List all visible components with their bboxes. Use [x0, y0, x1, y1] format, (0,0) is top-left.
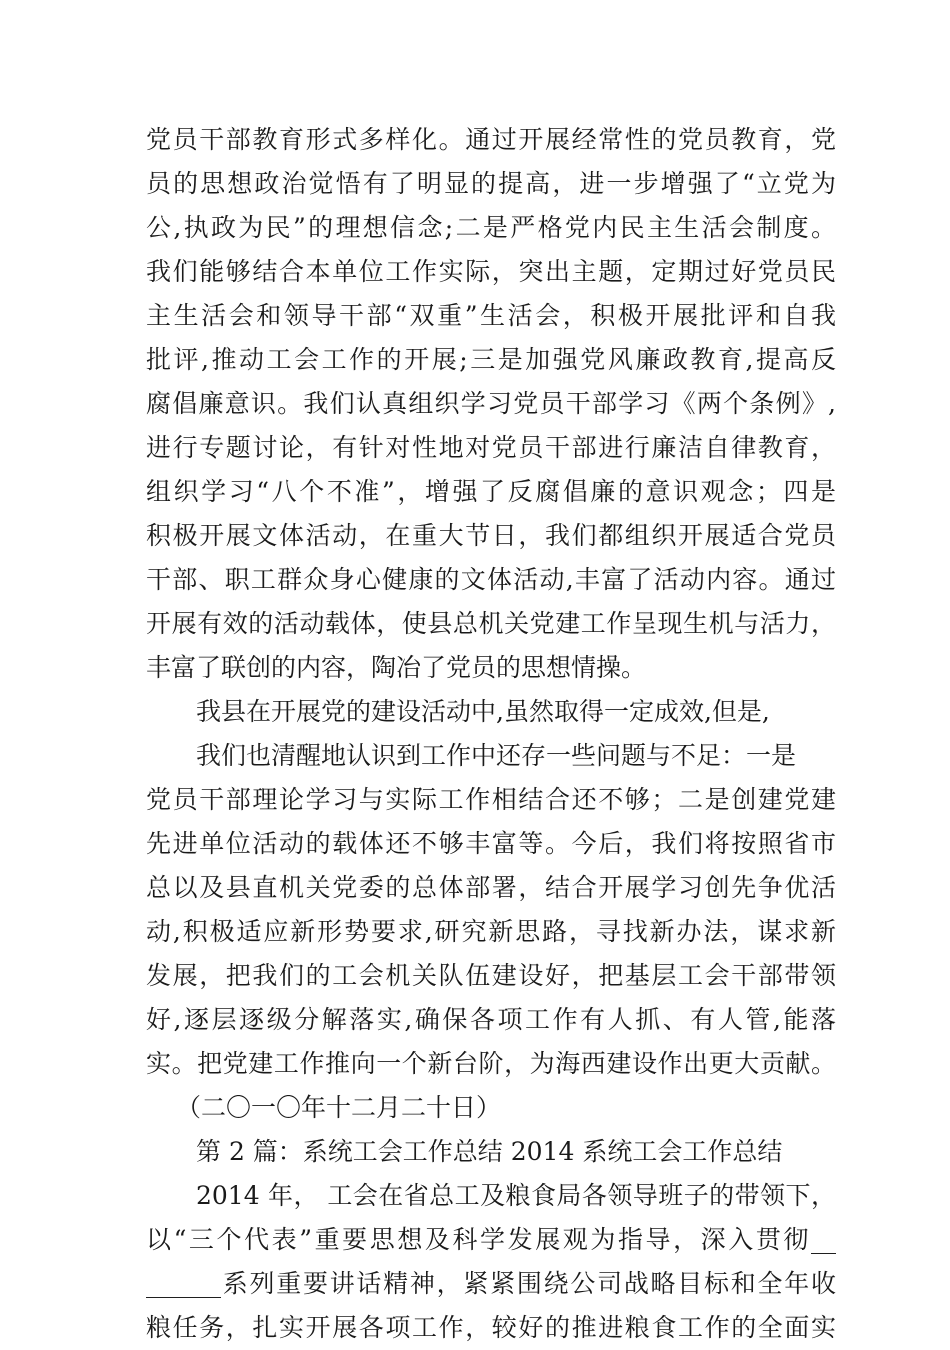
text-line: 党员干部理论学习与实际工作相结合还不够；二是创建党建 [146, 785, 836, 814]
text-line: ______系列重要讲话精神，紧紧围绕公司战略目标和全年收 [146, 1269, 836, 1298]
section-heading: 第 2 篇：系统工会工作总结 2014 系统工会工作总结 [196, 1137, 783, 1166]
text-line: 党员干部教育形式多样化。通过开展经常性的党员教育，党 [146, 125, 836, 154]
text-line: 批评,推动工会工作的开展;三是加强党风廉政教育,提高反 [146, 345, 836, 374]
text-line: 发展，把我们的工会机关队伍建设好，把基层工会干部带领 [146, 961, 836, 990]
text-line: 进行专题讨论，有针对性地对党员干部进行廉洁自律教育， [146, 433, 836, 462]
text-line: 丰富了联创的内容，陶冶了党员的思想情操。 [146, 653, 647, 682]
text-line: 积极开展文体活动，在重大节日，我们都组织开展适合党员 [146, 521, 836, 550]
text-line: 我们能够结合本单位工作实际，突出主题，定期过好党员民 [146, 257, 836, 286]
text-line: 开展有效的活动载体，使县总机关党建工作呈现生机与活力， [146, 609, 836, 638]
text-line: 动,积极适应新形势要求,研究新思路，寻找新办法，谋求新 [146, 917, 836, 946]
text-line: 总以及县直机关党委的总体部署，结合开展学习创先争优活 [146, 873, 836, 902]
text-line: 以“三个代表”重要思想及科学发展观为指导，深入贯彻__ [146, 1225, 836, 1254]
text-line: 公,执政为民”的理想信念;二是严格党内民主生活会制度。 [146, 213, 836, 242]
text-line: 好,逐层逐级分解落实,确保各项工作有人抓、有人管,能落 [146, 1005, 836, 1034]
text-line: 腐倡廉意识。我们认真组织学习党员干部学习《两个条例》, [146, 389, 836, 418]
text-line: 干部、职工群众身心健康的文体活动,丰富了活动内容。通过 [146, 565, 836, 594]
text-line: 先进单位活动的载体还不够丰富等。今后，我们将按照省市 [146, 829, 836, 858]
text-line: 主生活会和领导干部“双重”生活会，积极开展批评和自我 [146, 301, 836, 330]
text-line: 我们也清醒地认识到工作中还存一些问题与不足：一是 [196, 741, 797, 770]
paragraph-start-line: 我县在开展党的建设活动中,虽然取得一定成效,但是, [196, 697, 770, 726]
text-line: 粮任务，扎实开展各项工作，较好的推进粮食工作的全面实 [146, 1313, 836, 1342]
paragraph-start-line: 2014 年， 工会在省总工及粮食局各领导班子的带领下， [196, 1181, 836, 1210]
text-line: 实。把党建工作推向一个新台阶，为海西建设作出更大贡献。 [146, 1049, 836, 1078]
text-line: 员的思想政治觉悟有了明显的提高，进一步增强了“立党为 [146, 169, 836, 198]
text-line: 组织学习“八个不准”，增强了反腐倡廉的意识观念；四是 [146, 477, 836, 506]
date-line: （二〇一〇年十二月二十日） [176, 1093, 502, 1122]
